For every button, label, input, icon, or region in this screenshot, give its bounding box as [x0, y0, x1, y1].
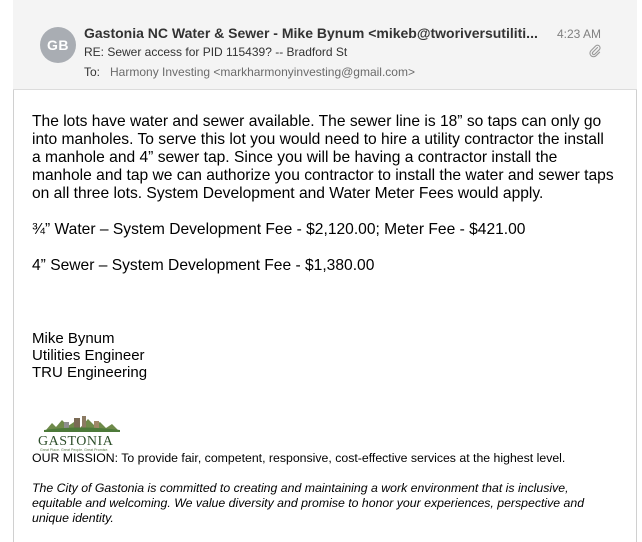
body-paragraph: The lots have water and sewer available. The sewer line is 18” so taps can only go into manholes. To serve this lot you would need to hire a utility contractor the install a manhole and 4” sewer tap. Since you will be having a contractor install the manhole and tap we can authorize you contractor to install the water and sewer taps on all three lots. System Development and Water Meter Fees would apply. — [32, 113, 614, 202]
diversity-statement: The City of Gastonia is committed to creating and maintaining a work environment that is inclusive, equitable and welcoming. We value diversity and promise to honor your experiences, perspective and unique identity. — [32, 481, 585, 525]
svg-text:GASTONIA: GASTONIA — [38, 434, 114, 449]
recipient-row — [84, 65, 415, 79]
email-body — [32, 113, 614, 275]
signature-company: TRU Engineering — [32, 364, 148, 381]
paperclip-icon[interactable] — [589, 44, 601, 58]
signature-title: Utilities Engineer — [32, 347, 145, 364]
signature-block — [32, 330, 147, 381]
to-label: To: — [84, 65, 101, 79]
sender-name[interactable]: Gastonia NC Water & Sewer - Mike Bynum <mikeb@tworiversutiliti... — [84, 25, 538, 41]
gastonia-logo — [34, 414, 126, 452]
sender-avatar: GB — [40, 27, 76, 63]
water-fee-line: ¾” Water – System Development Fee - $2,120.00; Meter Fee - $421.00 — [32, 221, 526, 238]
svg-text:Great Place. Great People. Gre: Great Place. Great People. Great Promise. — [40, 448, 109, 452]
sewer-fee-line: 4” Sewer – System Development Fee - $1,380.00 — [32, 257, 375, 274]
mission-statement: OUR MISSION: To provide fair, competent, responsive, cost-effective services at the highest level. — [32, 451, 566, 465]
email-subject: RE: Sewer access for PID 115439? -- Bradford St — [84, 45, 348, 59]
signature-name: Mike Bynum — [32, 330, 115, 347]
recipient-address[interactable]: Harmony Investing <markharmonyinvesting@gmail.com> — [110, 65, 415, 79]
email-time: 4:23 AM — [556, 27, 601, 41]
